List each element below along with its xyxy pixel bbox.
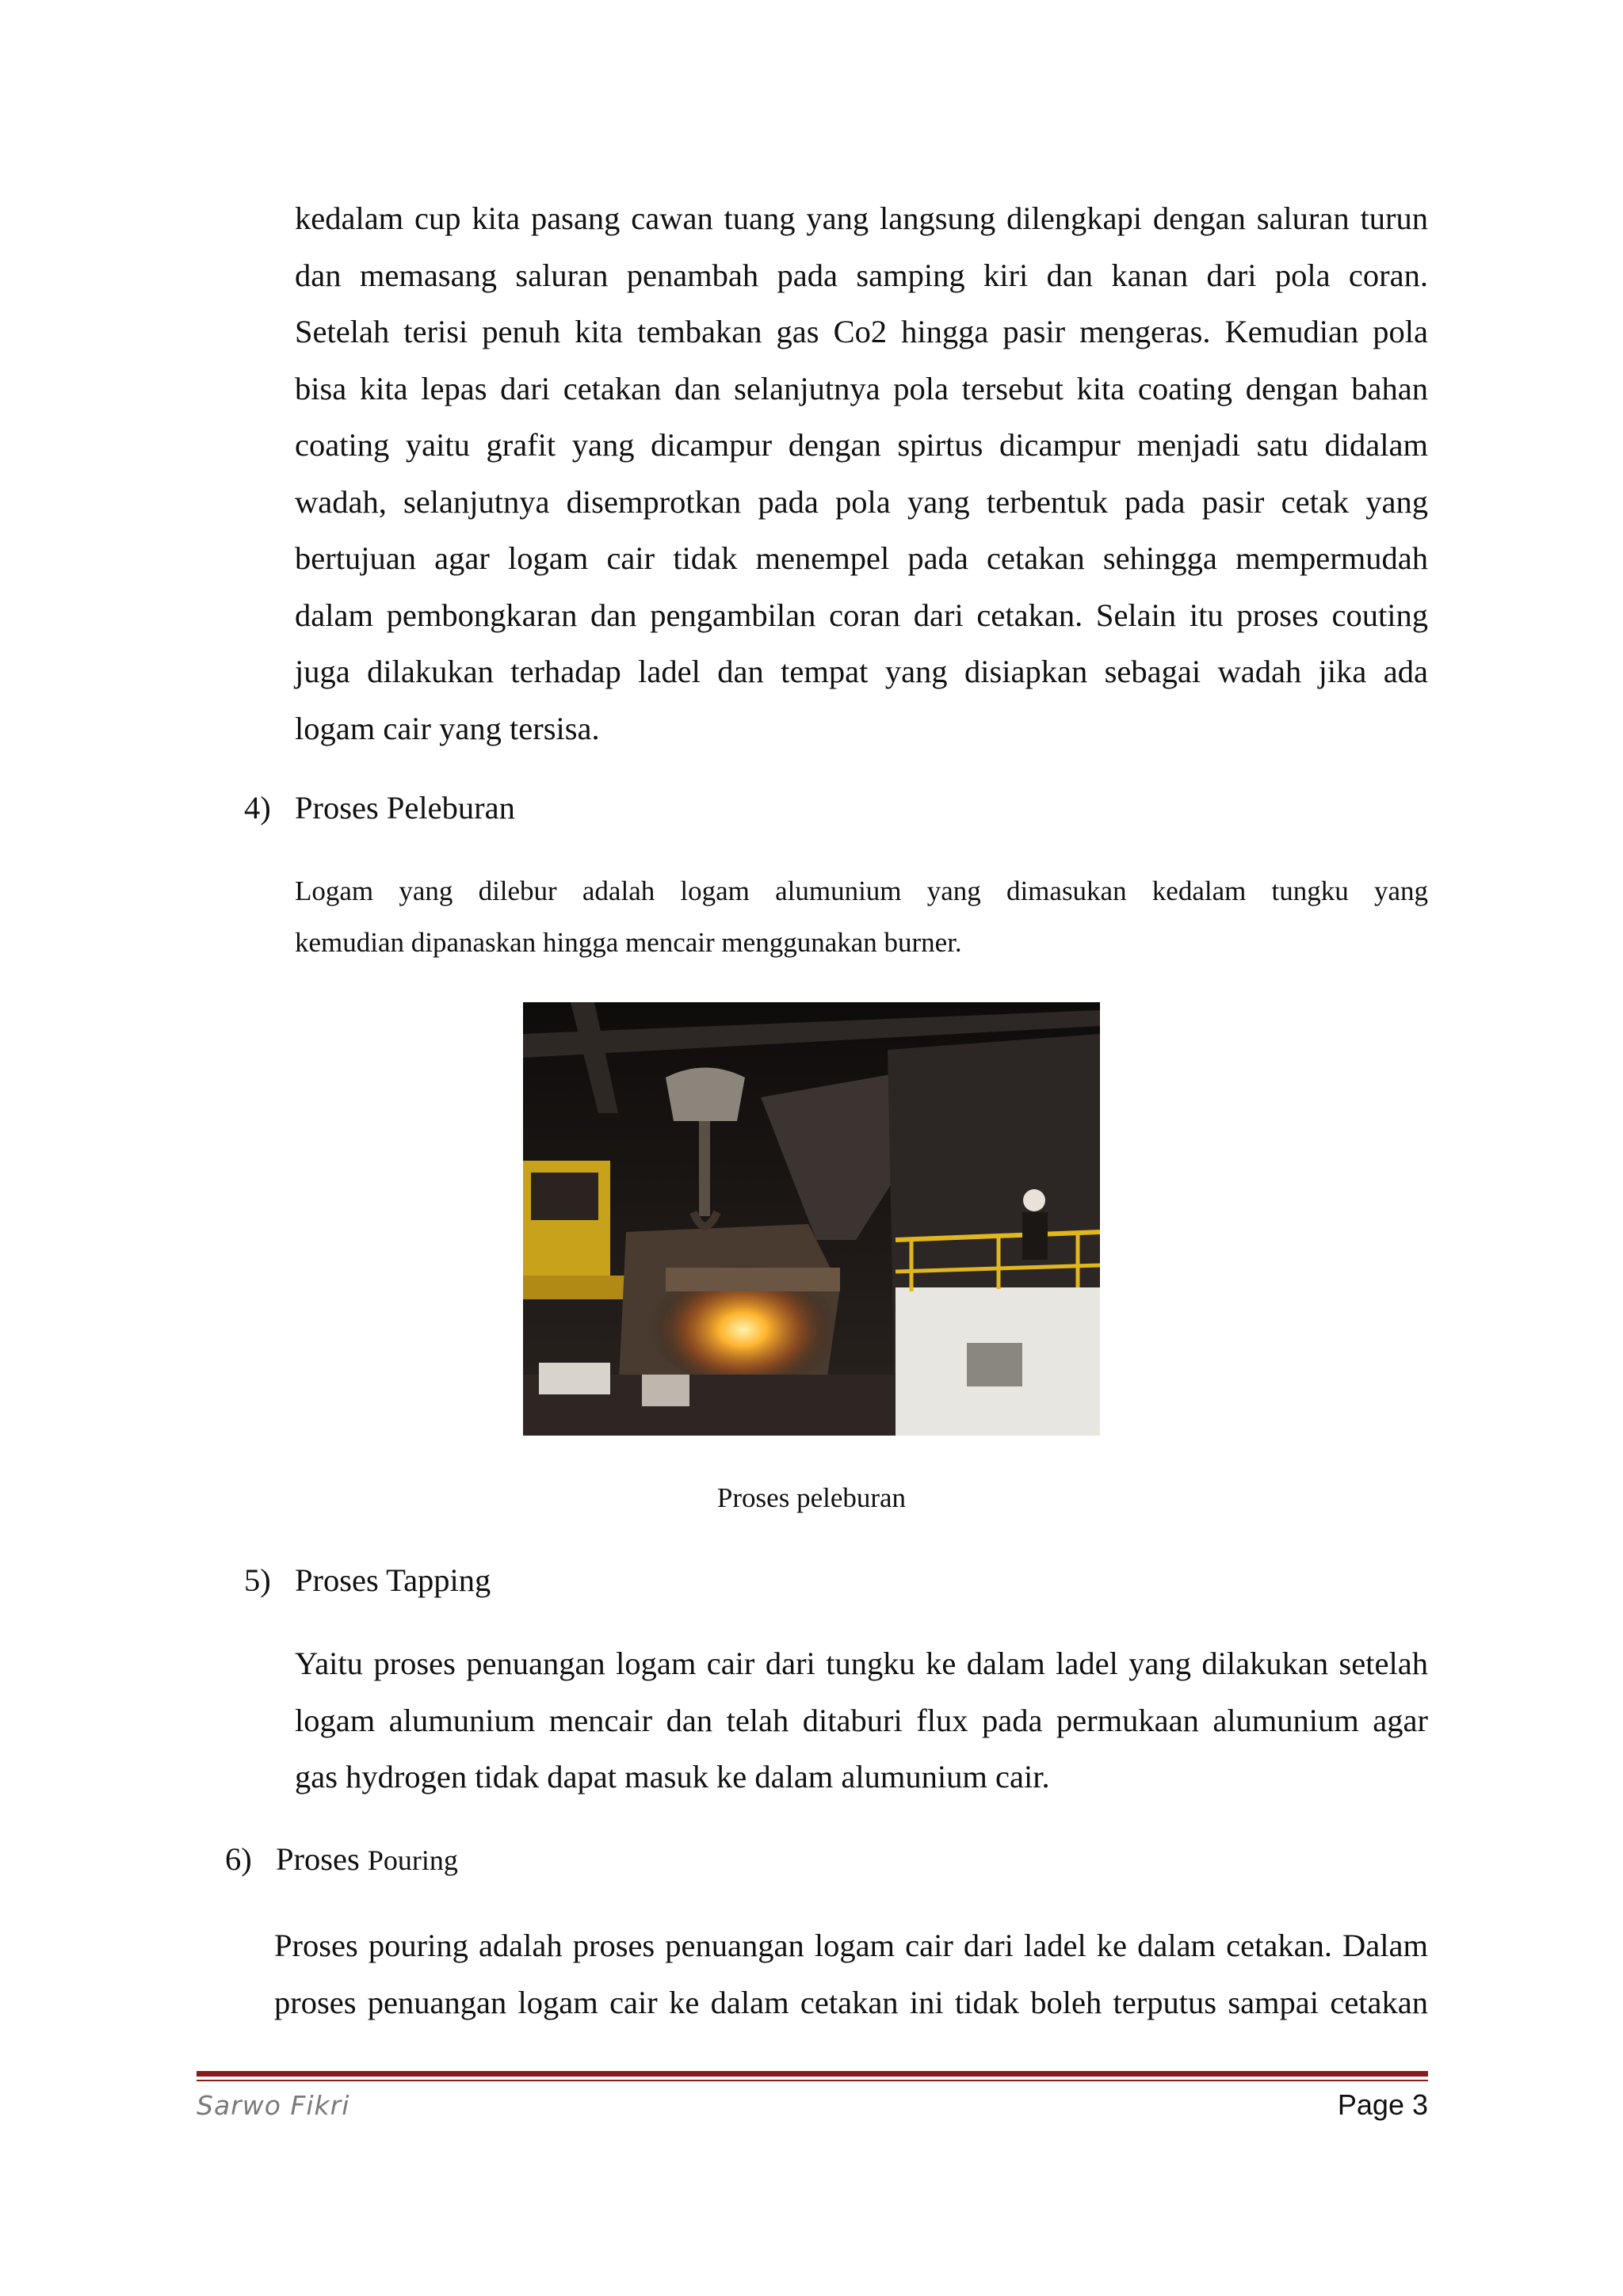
paragraph-line: kedalam cup kita pasang cawan tuang yang langsung dilengkapi dengan saluran turun: [295, 200, 1428, 236]
paragraph-line: juga dilakukan terhadap ladel dan tempat yang disiapkan sebagai wadah jika ada: [295, 654, 1428, 689]
furnace-photo: [523, 1002, 1100, 1436]
section-title: Proses Tapping: [295, 1562, 491, 1598]
section-heading-5: [244, 1561, 491, 1600]
paragraph-line: dan memasang saluran penambah pada samping kiri dan kanan dari pola coran.: [295, 257, 1428, 293]
paragraph-line: proses penuangan logam cair ke dalam cetakan ini tidak boleh terputus sampai cetakan: [274, 1984, 1428, 2020]
paragraph-line: wadah, selanjutnya disemprotkan pada pola yang terbentuk pada pasir cetak yang: [295, 483, 1428, 520]
section5-body: [295, 1635, 1428, 1806]
paragraph-top: [295, 190, 1428, 757]
paragraph-line: dalam pembongkaran dan pengambilan coran dari cetakan. Selain itu proses couting: [295, 597, 1428, 633]
paragraph-line: Yaitu proses penuangan logam cair dari tungku ke dalam ladel yang dilakukan setelah: [295, 1646, 1428, 1681]
section-title-word: Proses: [276, 1841, 360, 1877]
paragraph-line: gas hydrogen tidak dapat masuk ke dalam alumunium cair.: [295, 1759, 1050, 1794]
section-title: Proses Peleburan: [295, 790, 515, 826]
paragraph-line: logam cair yang tersisa.: [295, 710, 600, 746]
paragraph-line: Setelah terisi penuh kita tembakan gas Co2 hingga pasir mengeras. Kemudian pola: [295, 314, 1428, 349]
section-heading-6: [225, 1840, 458, 1880]
footer-author: Sarwo Fikri: [197, 2090, 350, 2121]
section6-body: [274, 1917, 1428, 2031]
paragraph-line: kemudian dipanaskan hingga mencair menggunakan burner.: [295, 927, 962, 958]
footer-rule: [197, 2071, 1428, 2077]
paragraph-line: Proses pouring adalah proses penuangan logam cair dari ladel ke dalam cetakan. Dalam: [274, 1928, 1428, 1963]
page-number: Page 3: [1337, 2088, 1428, 2121]
section-number: 4): [244, 790, 271, 826]
section4-body: [295, 865, 1428, 968]
paragraph-line: bertujuan agar logam cair tidak menempel pada cetakan sehingga mempermudah: [295, 540, 1428, 576]
section-number: 5): [244, 1562, 271, 1598]
section-heading-4: [244, 788, 515, 828]
section-number: 6): [225, 1841, 252, 1877]
section-title-word: Pouring: [367, 1844, 458, 1876]
footer-rule-thin: [197, 2080, 1428, 2081]
figure-caption: Proses peleburan: [716, 1482, 907, 1513]
paragraph-line: bisa kita lepas dari cetakan dan selanjutnya pola tersebut kita coating dengan bahan: [295, 370, 1428, 406]
paragraph-line: coating yaitu grafit yang dicampur dengan spirtus dicampur menjadi satu didalam: [295, 427, 1428, 463]
paragraph-line: Logam yang dilebur adalah logam alumunium yang dimasukan kedalam tungku yang: [295, 875, 1428, 906]
paragraph-line: logam alumunium mencair dan telah ditaburi flux pada permukaan alumunium agar: [295, 1702, 1428, 1738]
